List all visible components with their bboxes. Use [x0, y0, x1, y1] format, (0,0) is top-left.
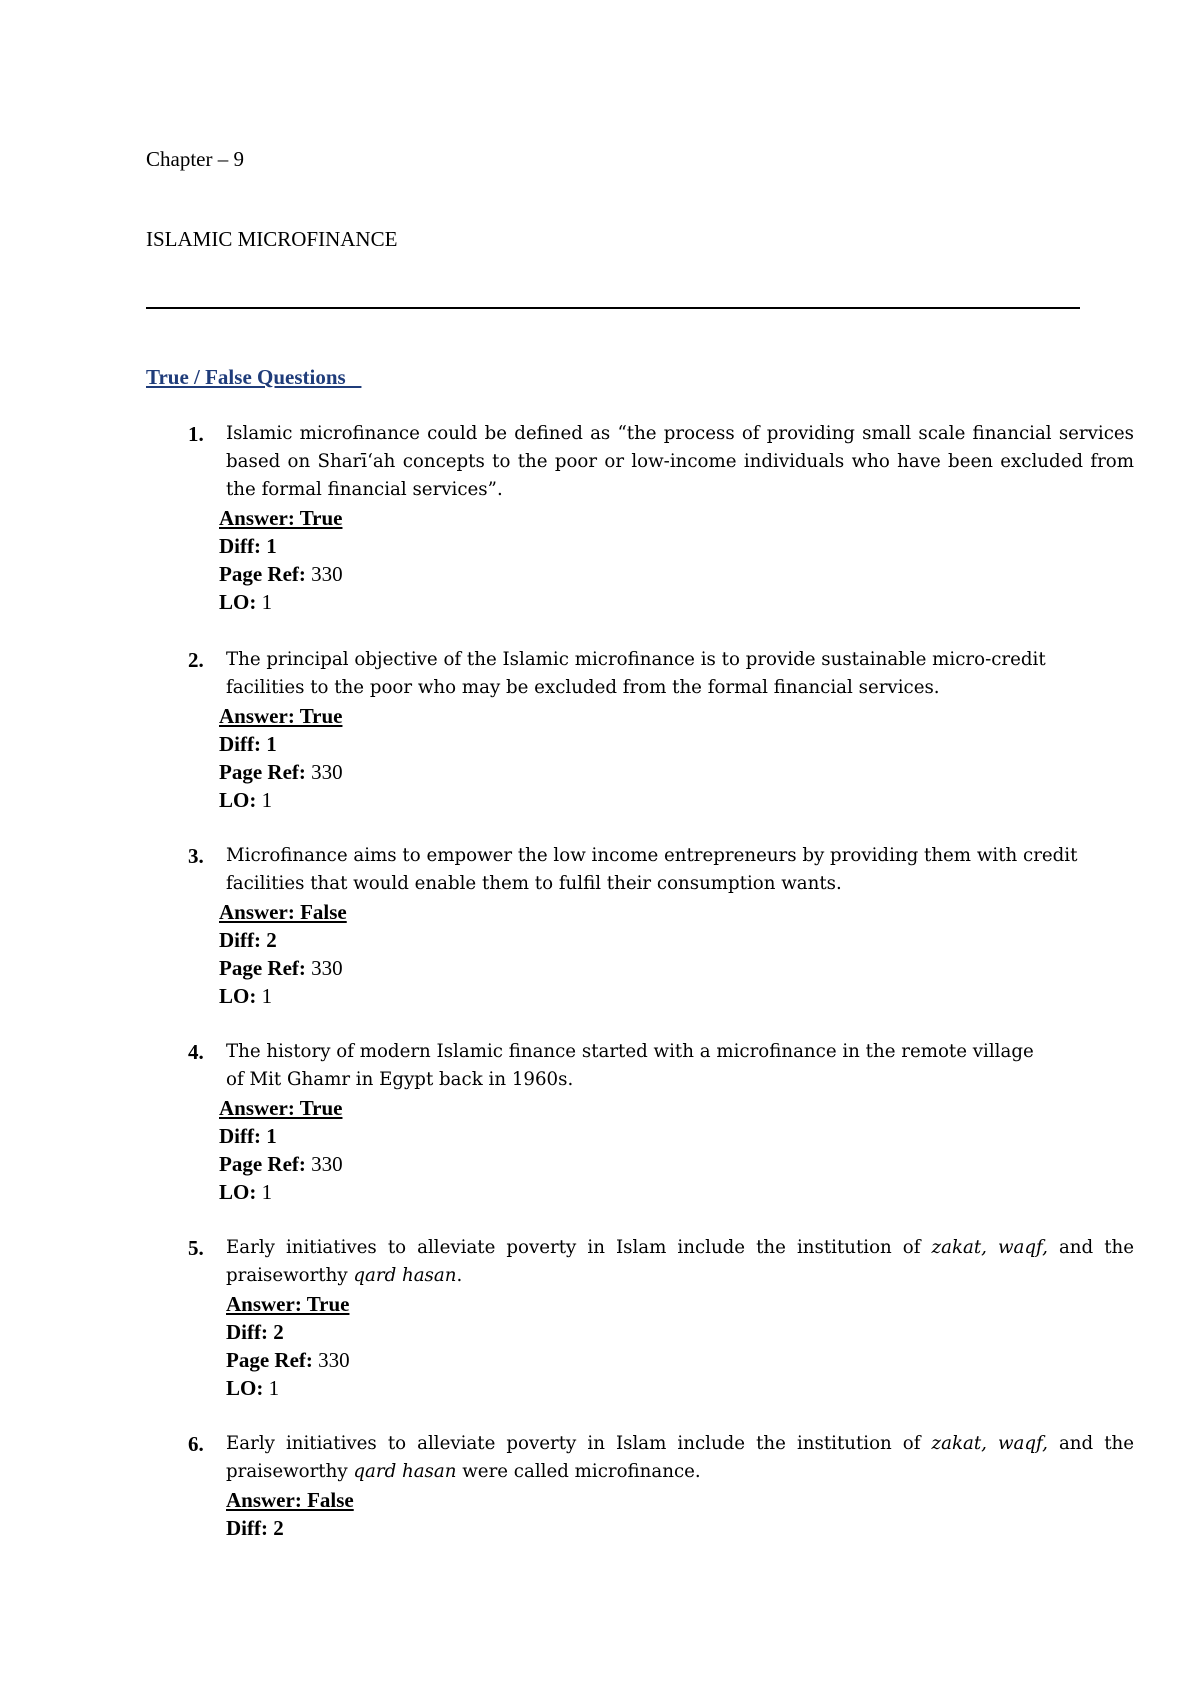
question-3 — [146, 842, 1080, 1010]
question-number: 1. — [188, 422, 204, 446]
question-number: 5. — [188, 1236, 204, 1260]
difficulty-label: Diff: — [219, 928, 261, 952]
question-text — [226, 1430, 1134, 1486]
question-text-part: Early initiatives to alleviate poverty in Islam include the institution of — [226, 1237, 932, 1258]
page-ref-label: Page Ref: — [219, 760, 306, 784]
lo-label: LO: — [219, 590, 257, 614]
difficulty-value: 2 — [273, 1516, 284, 1540]
question-2 — [146, 646, 1080, 814]
lo-value: 1 — [261, 788, 273, 812]
question-text-part: . — [456, 1265, 463, 1286]
page-ref — [226, 1346, 1080, 1374]
lo-label: LO: — [219, 984, 257, 1008]
difficulty-value: 1 — [266, 1124, 277, 1148]
difficulty — [219, 532, 1080, 560]
question-4 — [146, 1038, 1080, 1206]
question-text-italic: qard hasan — [353, 1461, 457, 1482]
difficulty-value: 2 — [273, 1320, 284, 1344]
page-ref — [219, 560, 1080, 588]
page-ref-label: Page Ref: — [219, 1152, 306, 1176]
lo-label: LO: — [226, 1376, 264, 1400]
difficulty-label: Diff: — [219, 1124, 261, 1148]
question-number: 2. — [188, 648, 204, 672]
question-text-italic: zakat, waqf, — [931, 1237, 1048, 1258]
page-ref-value: 330 — [311, 956, 343, 980]
answer-label: Answer: True — [226, 1292, 350, 1316]
page-ref-value: 330 — [311, 562, 343, 586]
page-ref-value: 330 — [311, 760, 343, 784]
learning-outcome — [219, 786, 1080, 814]
difficulty — [219, 730, 1080, 758]
question-meta — [146, 504, 1080, 616]
horizontal-rule — [146, 307, 1080, 309]
page-ref-label: Page Ref: — [226, 1348, 313, 1372]
page-ref — [219, 758, 1080, 786]
difficulty — [219, 926, 1080, 954]
lo-value: 1 — [261, 590, 273, 614]
page-ref — [219, 954, 1080, 982]
question-number: 4. — [188, 1040, 204, 1064]
learning-outcome — [226, 1374, 1080, 1402]
difficulty — [226, 1318, 1080, 1346]
question-1 — [146, 420, 1134, 616]
learning-outcome — [219, 1178, 1080, 1206]
question-text-part: and the praiseworthy — [226, 1237, 1134, 1286]
lo-value: 1 — [261, 1180, 273, 1204]
answer-label: Answer: True — [219, 506, 343, 530]
answer-label: Answer: True — [219, 1096, 343, 1120]
page-ref-label: Page Ref: — [219, 562, 306, 586]
difficulty-label: Diff: — [226, 1516, 268, 1540]
difficulty-label: Diff: — [226, 1320, 268, 1344]
difficulty-label: Diff: — [219, 534, 261, 558]
lo-value: 1 — [268, 1376, 280, 1400]
question-text-italic: zakat, waqf, — [931, 1433, 1048, 1454]
question-6 — [146, 1430, 1134, 1542]
difficulty-label: Diff: — [219, 732, 261, 756]
difficulty — [219, 1122, 1080, 1150]
question-meta — [146, 702, 1080, 814]
difficulty-value: 2 — [266, 928, 277, 952]
question-text — [226, 1234, 1134, 1290]
learning-outcome — [219, 588, 1080, 616]
question-text-part: were called microfinance. — [456, 1461, 701, 1482]
question-number: 6. — [188, 1432, 204, 1456]
page-ref-value: 330 — [311, 1152, 343, 1176]
chapter-title: ISLAMIC MICROFINANCE — [146, 227, 398, 251]
question-text: Islamic microfinance could be defined as “the process of providing small scale financial services based on Sharī‘ah concepts to the poor or low-income individuals who have been excluded from the formal financial services”. — [226, 423, 1134, 500]
question-text: The principal objective of the Islamic microfinance is to provide sustainable micro-credit facilities to the poor who may be excluded from the formal financial services. — [226, 649, 1046, 698]
answer-label: Answer: False — [219, 900, 347, 924]
question-text: Microfinance aims to empower the low income entrepreneurs by providing them with credit facilities that would enable them to fulfil their consumption wants. — [226, 845, 1078, 894]
question-number: 3. — [188, 844, 204, 868]
page-ref-label: Page Ref: — [219, 956, 306, 980]
learning-outcome — [219, 982, 1080, 1010]
page-ref-value: 330 — [318, 1348, 350, 1372]
lo-label: LO: — [219, 788, 257, 812]
lo-label: LO: — [219, 1180, 257, 1204]
question-text-italic: qard hasan — [353, 1265, 457, 1286]
difficulty-value: 1 — [266, 732, 277, 756]
page-ref — [219, 1150, 1080, 1178]
section-heading: True / False Questions — [146, 365, 362, 389]
lo-value: 1 — [261, 984, 273, 1008]
chapter-number: Chapter – 9 — [146, 147, 244, 171]
question-text-part: Early initiatives to alleviate poverty in Islam include the institution of — [226, 1433, 932, 1454]
question-meta — [146, 898, 1080, 1010]
question-meta — [146, 1290, 1080, 1402]
answer-label: Answer: True — [219, 704, 343, 728]
question-text: The history of modern Islamic finance started with a microfinance in the remote village of Mit Ghamr in Egypt back in 1960s. — [226, 1041, 1034, 1090]
answer-label: Answer: False — [226, 1488, 354, 1512]
question-meta — [146, 1094, 1080, 1206]
question-text-part: and the praiseworthy — [226, 1433, 1134, 1482]
question-5 — [146, 1234, 1134, 1402]
difficulty-value: 1 — [266, 534, 277, 558]
difficulty — [226, 1514, 1080, 1542]
question-meta — [146, 1486, 1080, 1542]
